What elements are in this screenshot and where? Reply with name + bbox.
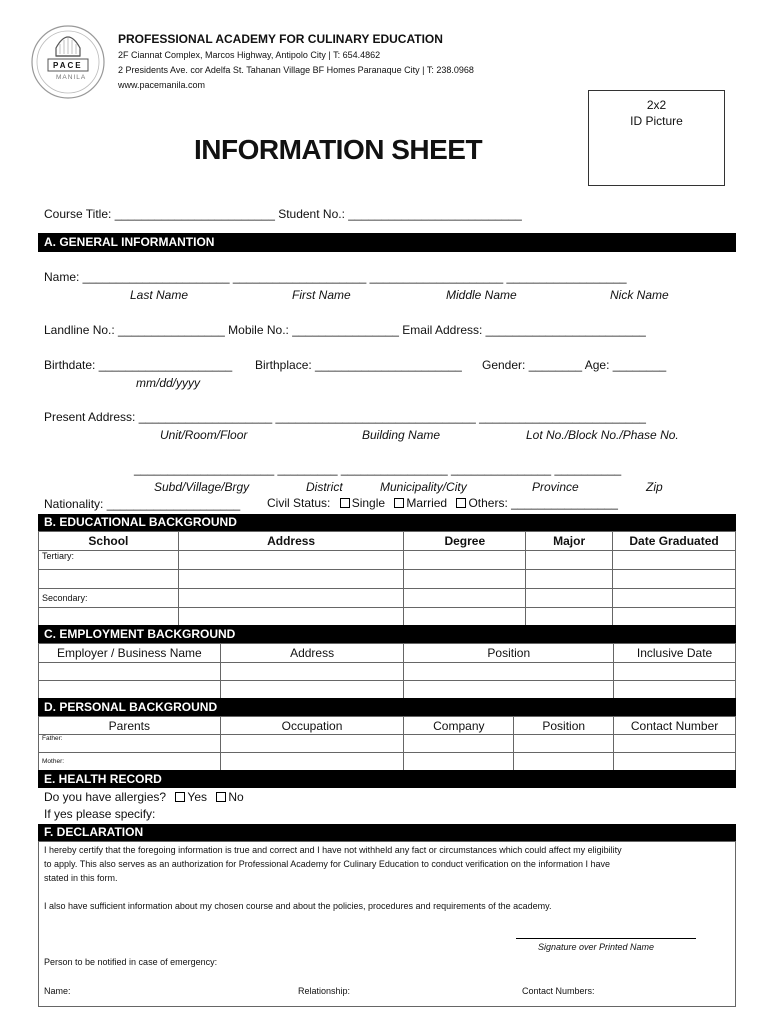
option-no: No — [228, 790, 244, 804]
table-cell[interactable] — [526, 551, 613, 570]
col-degree: Degree — [404, 532, 526, 551]
option-single: Single — [351, 496, 386, 510]
col-personal-position: Position — [514, 717, 614, 735]
employment-table — [38, 643, 736, 699]
declaration-text-2: to apply. This also serves as an authorization for Professional Academy for Culinary Education to conduct verification on the information I have — [44, 859, 610, 869]
table-cell[interactable] — [220, 753, 404, 771]
table-cell[interactable] — [404, 608, 526, 627]
birthplace-field[interactable]: Birthplace: ______________________ — [255, 358, 462, 372]
id-picture-box[interactable] — [588, 90, 725, 186]
table-cell[interactable] — [404, 753, 514, 771]
name-line[interactable]: Name: ______________________ ____________________ ____________________ __________________ — [44, 270, 627, 284]
option-yes: Yes — [187, 790, 207, 804]
address-antipolo: 2F Ciannat Complex, Marcos Highway, Antipolo City | T: 654.4862 — [118, 50, 381, 60]
table-cell[interactable] — [220, 735, 404, 753]
table-cell[interactable] — [178, 570, 404, 589]
label-middle-name: Middle Name — [446, 288, 517, 302]
option-others: Others: ________________ — [468, 496, 618, 510]
table-cell[interactable] — [220, 681, 404, 699]
col-contact-number: Contact Number — [614, 717, 736, 735]
row-label-mother: Mother: — [39, 753, 221, 771]
table-cell[interactable] — [614, 681, 736, 699]
section-education-header: B. EDUCATIONAL BACKGROUND — [38, 514, 736, 531]
section-general-header: A. GENERAL INFORMANTION — [38, 233, 736, 252]
emergency-contact-label[interactable]: Contact Numbers: — [522, 986, 595, 996]
pace-logo — [26, 18, 110, 102]
col-major: Major — [526, 532, 613, 551]
contact-line[interactable]: Landline No.: ________________ Mobile No.: ________________ Email Address: ________________________ — [44, 323, 646, 337]
table-cell[interactable] — [178, 551, 404, 570]
table-cell[interactable] — [526, 570, 613, 589]
table-cell[interactable] — [178, 608, 404, 627]
table-cell[interactable] — [404, 663, 614, 681]
birthdate-field[interactable]: Birthdate: ____________________ — [44, 358, 233, 372]
label-date-format: mm/dd/yyyy — [136, 376, 201, 390]
option-married: Married — [406, 496, 448, 510]
course-student-line[interactable]: Course Title: ________________________ Student No.: __________________________ — [44, 207, 522, 221]
table-cell[interactable] — [526, 608, 613, 627]
table-cell[interactable] — [514, 753, 614, 771]
table-cell[interactable] — [39, 663, 221, 681]
col-school: School — [39, 532, 179, 551]
civil-status-label: Civil Status: — [267, 496, 331, 510]
col-address: Address — [178, 532, 404, 551]
yes-checkbox[interactable] — [175, 792, 185, 802]
table-cell[interactable] — [613, 551, 736, 570]
label-last-name: Last Name — [130, 288, 189, 302]
section-health-header: E. HEALTH RECORD — [38, 770, 736, 788]
id-picture-size: 2x2 — [646, 98, 667, 112]
label-municipality: Municipality/City — [380, 480, 467, 494]
col-employer: Employer / Business Name — [39, 644, 221, 663]
col-emp-address: Address — [220, 644, 404, 663]
table-cell[interactable] — [220, 663, 404, 681]
table-cell[interactable] — [613, 570, 736, 589]
table-cell[interactable] — [526, 589, 613, 608]
address-line-2[interactable]: _____________________ _________ ________________ _______________ __________ — [134, 462, 622, 476]
emergency-label: Person to be notified in case of emergency: — [44, 957, 218, 967]
table-cell[interactable] — [178, 589, 404, 608]
col-occupation: Occupation — [220, 717, 404, 735]
label-building: Building Name — [362, 428, 441, 442]
allergy-question: Do you have allergies? — [44, 790, 167, 804]
logo-text: PACE — [53, 61, 83, 70]
address-paranaque: 2 Presidents Ave. cor Adelfa St. Tahanan Village BF Homes Paranaque City | T: 238.0968 — [118, 65, 474, 75]
present-address-line[interactable]: Present Address: ____________________ ______________________________ _________________________ — [44, 410, 646, 424]
col-date-graduated: Date Graduated — [613, 532, 736, 551]
table-cell[interactable] — [614, 753, 736, 771]
label-nick-name: Nick Name — [610, 288, 669, 302]
col-parents: Parents — [39, 717, 221, 735]
section-personal-header: D. PERSONAL BACKGROUND — [38, 698, 736, 716]
table-cell[interactable] — [39, 570, 179, 589]
table-cell[interactable] — [404, 681, 614, 699]
emergency-name-label[interactable]: Name: — [44, 986, 71, 996]
section-employment-header: C. EMPLOYMENT BACKGROUND — [38, 625, 736, 643]
label-province: Province — [532, 480, 579, 494]
row-label-tertiary: Tertiary: — [39, 551, 179, 570]
education-table — [38, 531, 736, 627]
gender-age-field[interactable]: Gender: ________ Age: ________ — [482, 358, 667, 372]
table-cell[interactable] — [39, 608, 179, 627]
declaration-text-3: stated in this form. — [44, 873, 118, 883]
table-cell[interactable] — [39, 681, 221, 699]
row-label-father: Father: — [39, 735, 221, 753]
section-declaration-header: F. DECLARATION — [38, 824, 736, 841]
declaration-text-1: I hereby certify that the foregoing information is true and correct and I have not withheld any fact or circumstances which could affect my eligibility — [44, 845, 622, 855]
table-cell[interactable] — [404, 589, 526, 608]
allergy-specify[interactable]: If yes please specify: — [44, 807, 156, 821]
declaration-text-4: I also have sufficient information about my chosen course and about the policies, procedures and requirements of the academy. — [44, 901, 552, 911]
civil-status — [267, 496, 618, 510]
emergency-relationship-label[interactable]: Relationship: — [298, 986, 351, 996]
table-cell[interactable] — [514, 735, 614, 753]
signature-label: Signature over Printed Name — [538, 942, 655, 952]
no-checkbox[interactable] — [216, 792, 226, 802]
org-name: PROFESSIONAL ACADEMY FOR CULINARY EDUCATION — [118, 32, 443, 46]
id-picture-label: ID Picture — [630, 114, 683, 128]
married-checkbox[interactable] — [394, 498, 404, 508]
table-cell[interactable] — [613, 589, 736, 608]
nationality-field[interactable]: Nationality: ____________________ — [44, 497, 241, 511]
row-label-secondary: Secondary: — [39, 589, 179, 608]
website: www.pacemanila.com — [118, 80, 206, 90]
table-cell[interactable] — [613, 608, 736, 627]
col-company: Company — [404, 717, 514, 735]
label-lot: Lot No./Block No./Phase No. — [526, 428, 679, 442]
label-district: District — [306, 480, 343, 494]
table-cell[interactable] — [404, 551, 526, 570]
signature-line[interactable] — [516, 938, 696, 939]
page-title: INFORMATION SHEET — [194, 134, 483, 165]
col-emp-position: Position — [404, 644, 614, 663]
label-first-name: First Name — [292, 288, 351, 302]
label-subd: Subd/Village/Brgy — [154, 480, 250, 494]
table-cell[interactable] — [614, 663, 736, 681]
table-cell[interactable] — [404, 570, 526, 589]
table-cell[interactable] — [614, 735, 736, 753]
logo-subtext: MANILA — [56, 74, 87, 81]
label-unit: Unit/Room/Floor — [160, 428, 248, 442]
single-checkbox[interactable] — [340, 498, 350, 508]
personal-table — [38, 716, 736, 771]
allergy-question-line — [44, 790, 244, 804]
label-zip: Zip — [646, 480, 663, 494]
others-checkbox[interactable] — [456, 498, 466, 508]
table-cell[interactable] — [404, 735, 514, 753]
col-inclusive-date: Inclusive Date — [614, 644, 736, 663]
